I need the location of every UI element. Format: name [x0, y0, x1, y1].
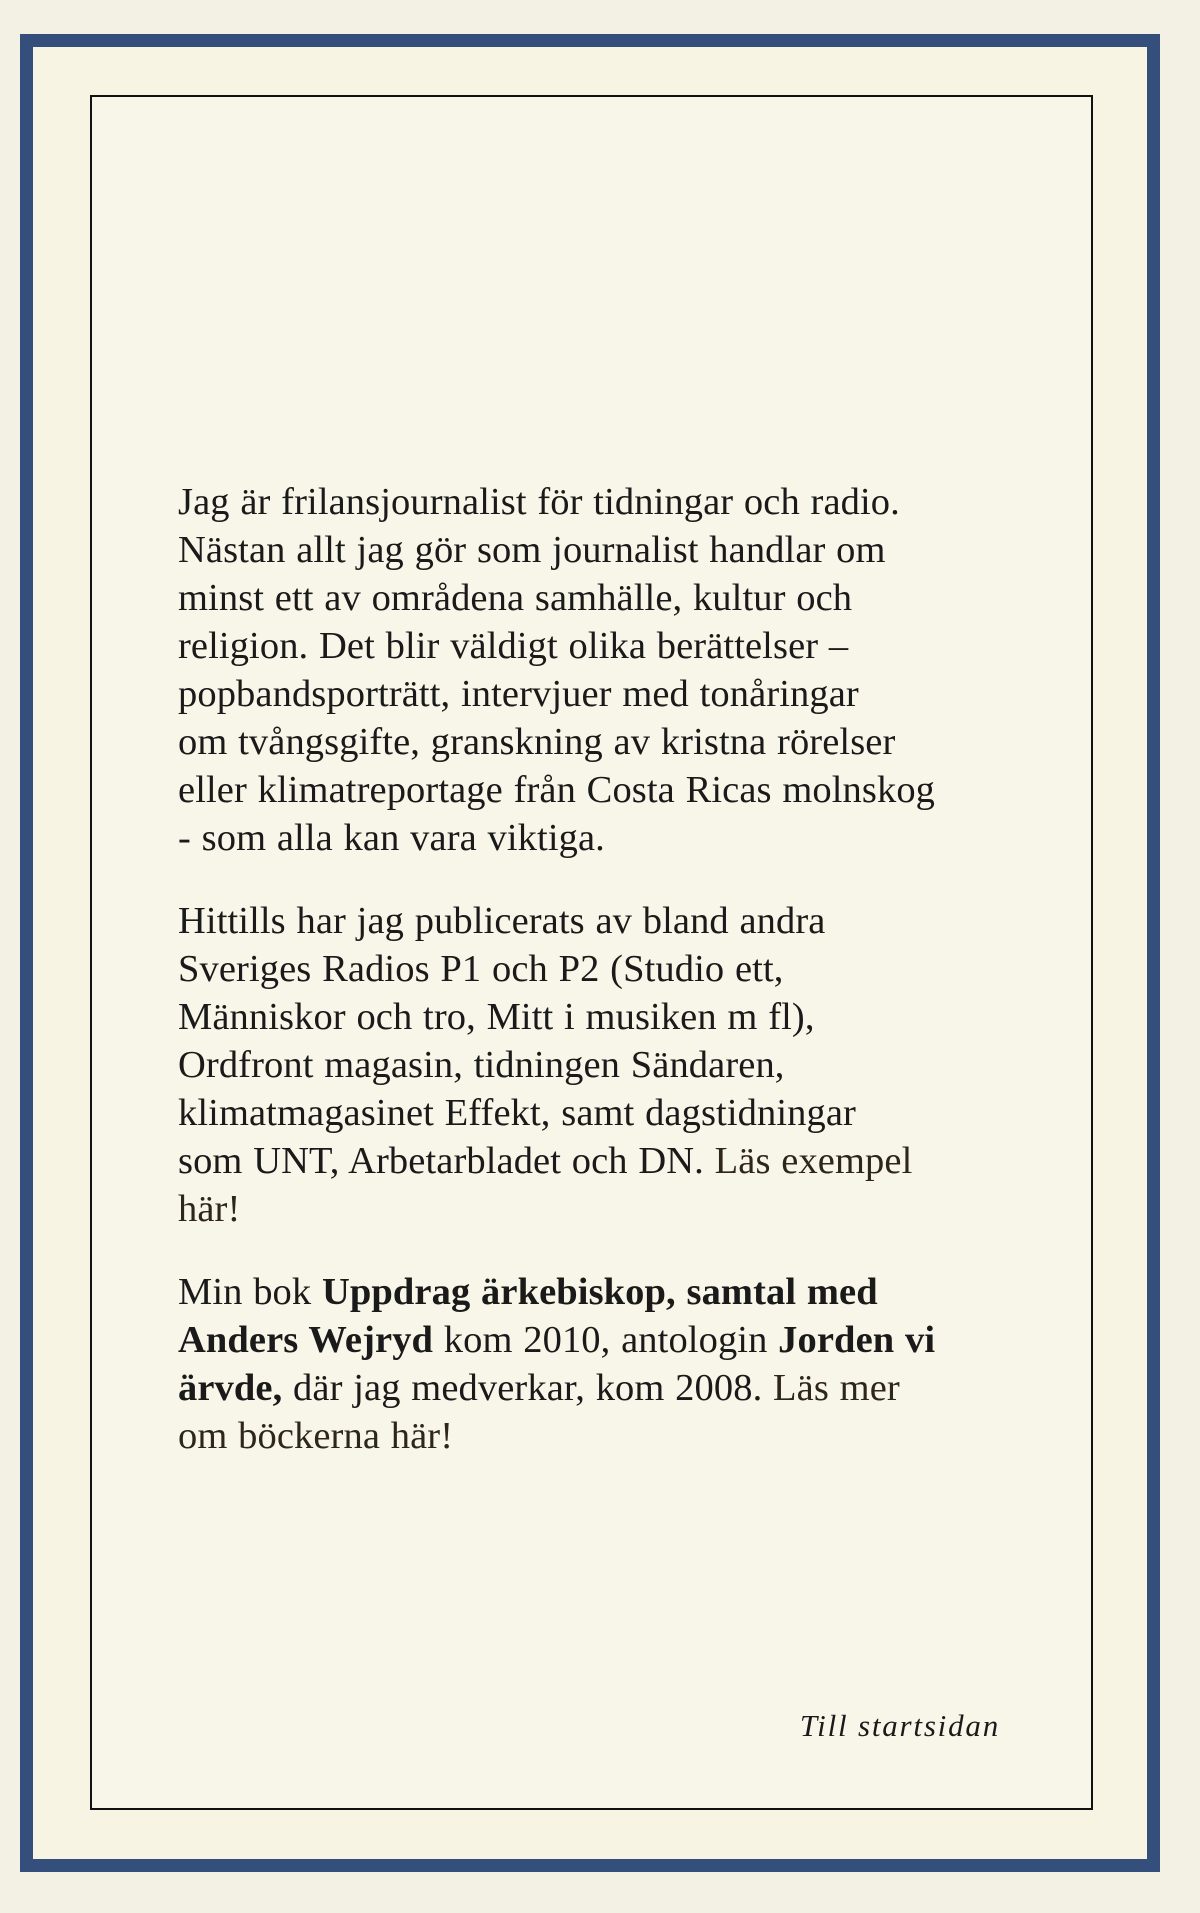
home-link[interactable]: Till startsidan [799, 1708, 1000, 1743]
main-content [178, 478, 1018, 1460]
books-text-2: kom 2010, antologin [433, 1319, 779, 1361]
intro-paragraph: Jag är frilansjournalist för tidningar och radio. Nästan allt jag gör som journalist handlar om minst ett av områdena samhälle, kultur och religion. Det blir väldigt olika berättelser – popbandsporträtt, intervjuer med tonåringar om tvångsgifte, granskning av kristna rörelser eller klimatreportage från Costa Ricas molnskog - som alla kan vara viktiga. [178, 481, 936, 859]
publications-paragraph [178, 897, 1018, 1233]
books-paragraph [178, 1268, 1018, 1460]
books-link[interactable]: Läs mer om böckerna här! [178, 1367, 900, 1457]
publications-text: Hittills har jag publicerats av bland andra Sveriges Radios P1 och P2 (Studio ett, Människor och tro, Mitt i musiken m fl), Ordfront magasin, tidningen Sändaren, klimatmagasinet Effekt, samt dagstidningar som UNT, Arbetarbladet och DN. [178, 900, 856, 1182]
examples-link[interactable]: Läs exempel här! [178, 1140, 913, 1230]
books-text-1: Min bok [178, 1271, 322, 1313]
book-title-uppdrag: Uppdrag ärkebiskop, samtal med Anders Wejryd [178, 1271, 878, 1361]
book-title-jorden: Jorden vi ärvde, [178, 1319, 936, 1409]
books-text-3: där jag medverkar, kom 2008. [282, 1367, 774, 1409]
